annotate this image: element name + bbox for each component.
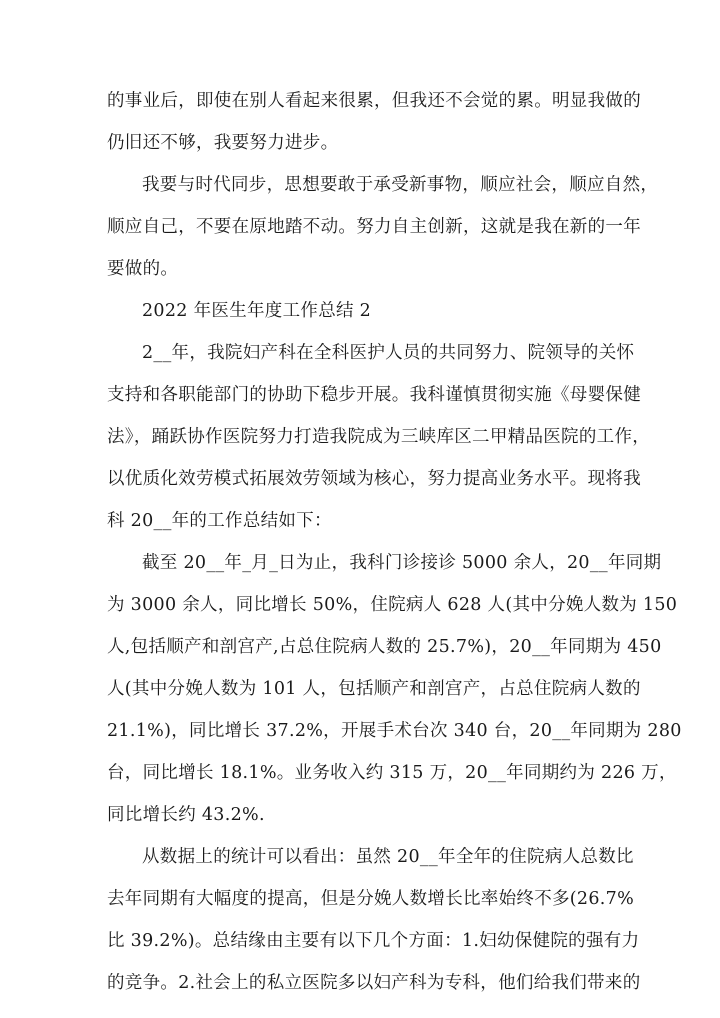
text-line: 人,包括顺产和剖宫产,占总住院病人数的 25.7%)，20__年同期为 450 — [107, 637, 662, 657]
text-line: 的事业后，即使在别人看起来很累，但我还不会觉的累。明显我做的 — [107, 91, 641, 111]
text-line: 法》，踊跃协作医院努力打造我院成为三峡库区二甲精品医院的工作， — [107, 427, 651, 447]
text-line: 比 39.2%)。总结缘由主要有以下几个方面：1.妇幼保健院的强有力 — [107, 931, 640, 951]
text-line: 顺应自己，不要在原地踏不动。努力自主创新，这就是我在新的一年 — [107, 217, 641, 237]
text-line: 科 20__年的工作总结如下： — [107, 511, 332, 531]
paragraph-start: 我要与时代同步，思想要敢于承受新事物，顺应社会，顺应自然， — [142, 175, 659, 195]
text-line: 21.1%)，同比增长 37.2%，开展手术台次 340 台，20__年同期为 280 — [107, 721, 682, 741]
text-line: 台，同比增长 18.1%。业务收入约 315 万，20__年同期约为 226 万， — [107, 763, 677, 783]
text-line: 同比增长约 43.2%. — [107, 805, 265, 825]
text-line: 要做的。 — [107, 259, 179, 279]
paragraph-start: 从数据上的统计可以看出：虽然 20__年全年的住院病人总数比 — [142, 847, 634, 867]
text-line: 支持和各职能部门的协助下稳步开展。我科谨慎贯彻实施《母婴保健 — [107, 385, 641, 405]
text-line: 为 3000 余人，同比增长 50%，住院病人 628 人(其中分娩人数为 150 — [107, 595, 678, 615]
text-line: 人(其中分娩人数为 101 人，包括顺产和剖宫产，占总住院病人数的 — [107, 679, 641, 699]
text-line: 的竞争。2.社会上的私立医院多以妇产科为专科，他们给我们带来的 — [107, 973, 641, 993]
paragraph-start: 2__年，我院妇产科在全科医护人员的共同努力、院领导的关怀 — [142, 343, 635, 363]
text-line: 去年同期有大幅度的提高，但是分娩人数增长比率始终不多(26.7% — [107, 889, 635, 909]
paragraph-start: 截至 20__年_月_日为止，我科门诊接诊 5000 余人，20__年同期 — [142, 553, 662, 573]
text-line: 以优质化效劳模式拓展效劳领域为核心，努力提高业务水平。现将我 — [107, 469, 641, 489]
section-heading: 2022 年医生年度工作总结 2 — [142, 301, 372, 321]
text-line: 仍旧还不够，我要努力进步。 — [107, 133, 339, 153]
